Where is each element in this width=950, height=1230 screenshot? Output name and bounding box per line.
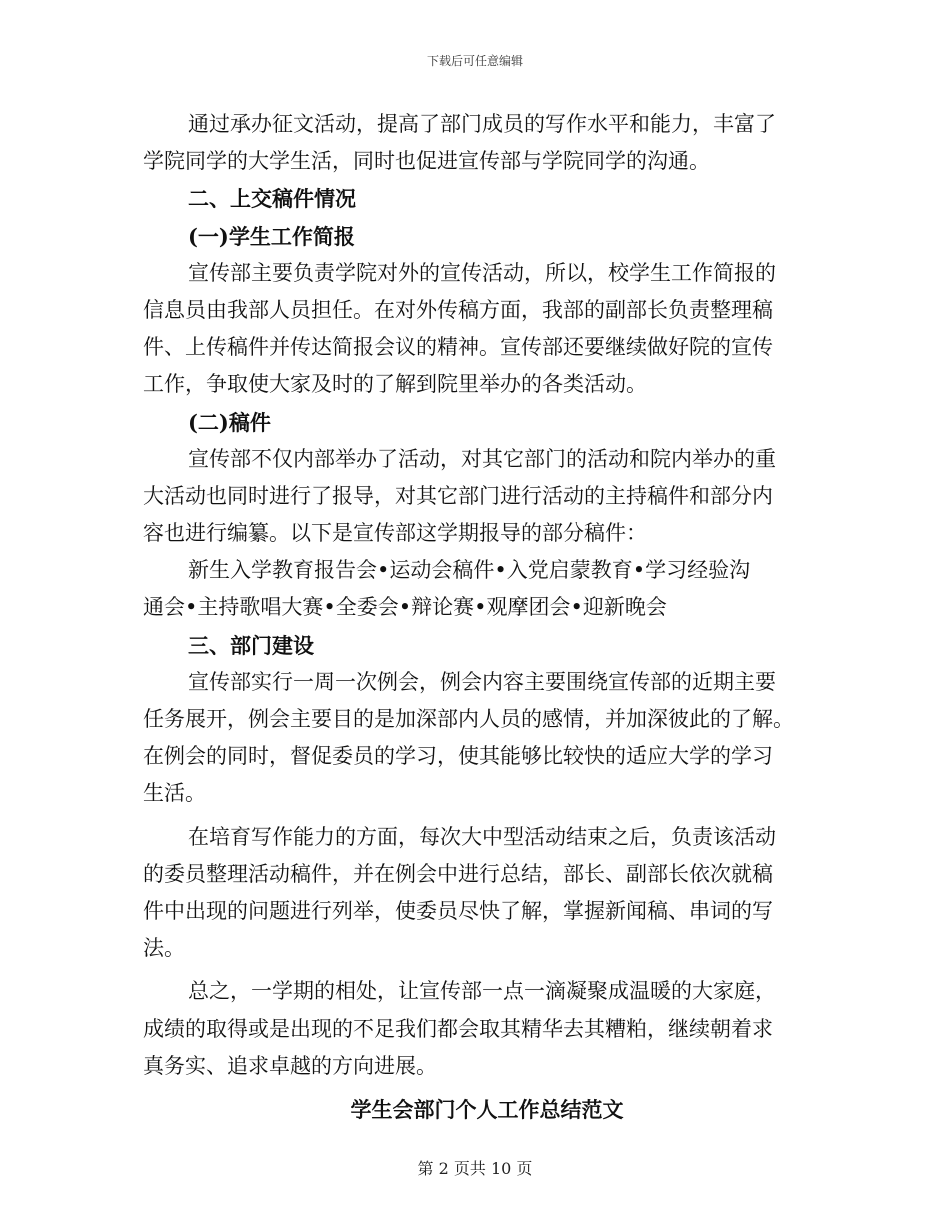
paragraph-line: 真务实、追求卓越的方向进展。 [143,1053,437,1078]
paragraph-line: 通会•主持歌唱大赛•全委会•辩论赛•观摩团会•迎新晚会 [143,595,667,620]
paragraph-line: 在培育写作能力的方面，每次大中型活动结束之后，负责该活动 [188,824,776,849]
subsection-heading: (二)稿件 [188,409,271,435]
document-body [143,106,813,1128]
paragraph-line: 信息员由我部人员担任。在对外传稿方面，我部的副部长负责整理稿 [143,297,773,322]
paragraph-line: 件、上传稿件并传达简报会议的精神。宣传部还要继续做好院的宣传 [143,335,773,360]
paragraph-line: 总之，一学期的相处，让宣传部一点一滴凝聚成温暖的大家庭， [188,979,776,1004]
paragraph-line: 学院同学的大学生活，同时也促进宣传部与学院同学的沟通。 [143,149,710,174]
section-heading: 三、部门建设 [188,632,314,658]
paragraph-line: 件中出现的问题进行列举，使委员尽快了解，掌握新闻稿、串词的写 [143,898,773,923]
paragraph-line: 宣传部实行一周一次例会，例会内容主要围绕宣传部的近期主要 [188,669,776,694]
paragraph-line: 任务展开，例会主要目的是加深部内人员的感情，并加深彼此的了解。 [143,707,794,731]
paragraph-line: 生活。 [143,781,206,806]
paragraph-line: 大活动也同时进行了报导，对其它部门进行活动的主持稿件和部分内 [143,483,773,508]
document-title: 学生会部门个人工作总结范文 [350,1096,624,1122]
paragraph-line: 法。 [143,936,185,961]
page-header: 下载后可任意编辑 [426,54,523,68]
paragraph-line: 在例会的同时，督促委员的学习，使其能够比较快的适应大学的学习 [143,744,773,769]
paragraph-line: 成绩的取得或是出现的不足我们都会取其精华去其糟粕，继续朝着求 [143,1016,773,1041]
paragraph-line: 宣传部主要负责学院对外的宣传活动，所以，校学生工作简报的 [188,260,776,285]
paragraph-line: 工作，争取使大家及时的了解到院里举办的各类活动。 [143,372,647,397]
paragraph-line: 的委员整理活动稿件，并在例会中进行总结，部长、副部长依次就稿 [143,861,773,886]
paragraph-line: 新生入学教育报告会•运动会稿件•入党启蒙教育•学习经验沟 [188,558,751,583]
paragraph-line: 容也进行编纂。以下是宣传部这学期报导的部分稿件： [143,521,647,546]
subsection-heading: (一)学生工作简报 [188,223,355,249]
paragraph-line: 通过承办征文活动，提高了部门成员的写作水平和能力，丰富了 [188,112,776,136]
section-heading: 二、上交稿件情况 [188,186,356,212]
paragraph-line: 宣传部不仅内部举办了活动，对其它部门的活动和院内举办的重 [188,446,776,471]
page-footer: 第 2 页共 10 页 [417,1159,533,1178]
